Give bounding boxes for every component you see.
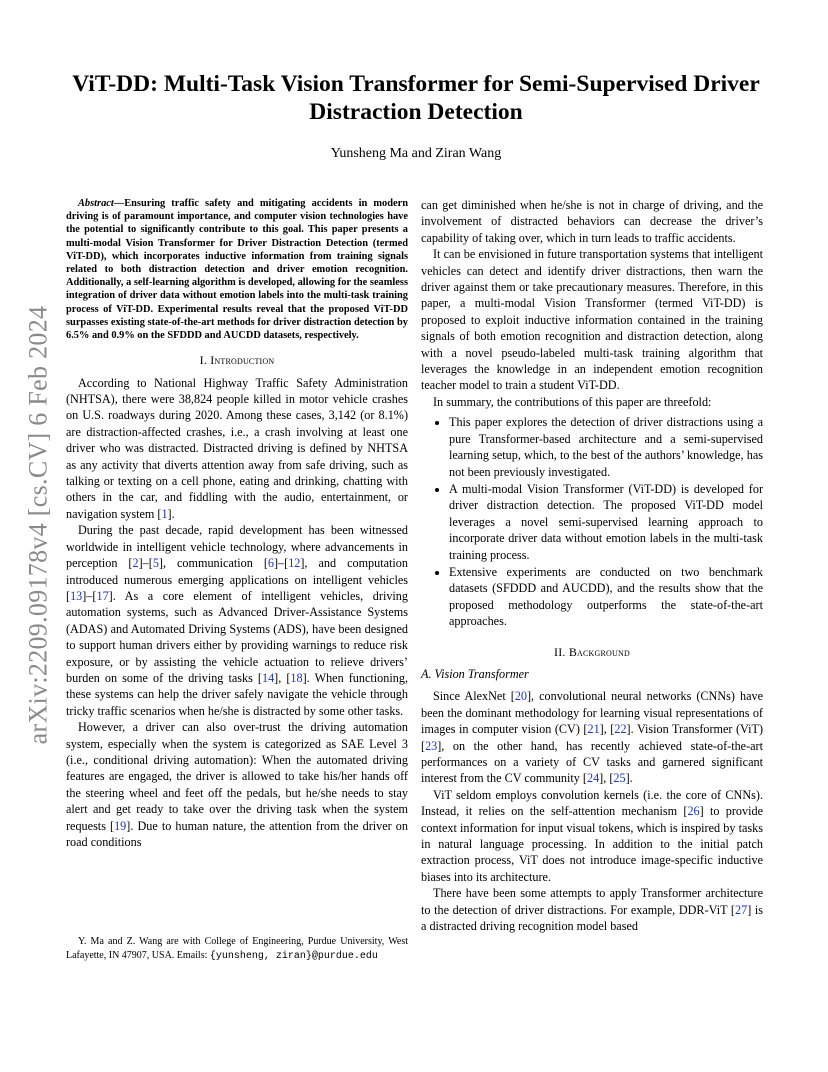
intro-paragraph-2: During the past decade, rapid development has been witnessed worldwide in intelligent vehicle technology, where advancements in perception [2]–[5], communication [6]–[12], and computation introduced numerous emerging applications on intelligent vehicles [13]–[17]. As a core element of intelligent vehicles, driving automation systems, such as Advanced Driver-Assistance Systems (ADAS) and Automated Driving Systems (ADS), have been designed to support human drivers either by providing warnings to reduce risk exposure, or by assisting the vehicle actuation to relieve drivers’ burden on some of the driving tasks [14], [18]. When functioning, these systems can help the driver safely navigate the vehicle through tricky traffic scenarios when he/she is distracted by some other tasks. [66,523,408,718]
intro-paragraph-3: However, a driver can also over-trust the driving automation system, especially when the system is categorized as SAE Level 3 (i.e., conditional driving automation): When the automated driving features are engaged, the driver is allowed to take his/her hands off the steering wheel and feet off the pedals, but he/she needs to stay alert and get ready to take over the driving task when the system requests [19]. Due to human nature, the attention from the driver on road conditions [66,720,408,850]
contribution-item: • A multi-modal Vision Transformer (ViT-DD) is developed for driver distraction detection. The proposed ViT-DD model leverages a novel semi-supervised learning approach to incorporate driver data without emotion labels in the multi-task training process. [449,481,763,563]
citation-link[interactable]: 23 [425,738,438,753]
contribution-item: • This paper explores the detection of driver distractions using a pure Transformer-based architecture and a semi-supervised learning setup, which, to the best of the authors’ knowledge, has not been previously investigated. [449,414,763,480]
citation-link[interactable]: 21 [587,722,600,737]
citation-link[interactable]: 6 [267,556,274,571]
abstract [66,197,408,342]
citation-link[interactable]: 1 [161,506,168,521]
background-paragraph-2: ViT seldom employs convolution kernels (i.e. the core of CNNs). Instead, it relies on the self-attention mechanism [26] to provide context information for input visual tokens, which is inspired by tasks in natural language processing. In addition to the initial patch extraction process, ViT does not introduce image-specific inductive biases into its architecture. [421,787,763,884]
citation-link[interactable]: 19 [114,818,127,833]
contributions-list [421,414,763,629]
abstract-text: —Ensuring traffic safety and mitigating accidents in modern driving is of paramount importance, and computer vision technologies have the potential to significantly contribute to this goal. This paper presents a multi-modal Vision Transformer for Driver Distraction Detection (termed ViT-DD), which incorporates inductive information from training signals related to both distraction detection and driver emotion recognition. Additionally, a self-learning algorithm is developed, allowing for the seamless integration of driver data without emotion labels into the multi-task training process of ViT-DD. Experimental results reveal that the proposed ViT-DD surpasses existing state-of-the-art methods for driver distraction detection by 6.5% and 0.9% on the SFDDD and AUCDD datasets, respectively. [66,198,408,342]
left-column [66,197,408,850]
footnote-emails: {yunsheng, ziran}@purdue.edu [209,950,378,962]
right-column [421,197,763,934]
citation-link[interactable]: 2 [132,556,139,571]
citation-link[interactable]: 5 [152,556,159,571]
subsection-heading-vision-transformer: A. Vision Transformer [421,666,529,681]
contribution-item: • Extensive experiments are conducted on two benchmark datasets (SFDDD and AUCDD), and the results show that the proposed methodology outperforms the state-of-the-art approaches. [449,564,763,630]
citation-link[interactable]: 13 [70,588,83,603]
citation-link[interactable]: 17 [96,588,109,603]
section-heading-background: II. Background [554,644,630,659]
citation-link[interactable]: 12 [288,556,301,571]
paper-title-line-1: ViT-DD: Multi-Task Vision Transformer for Semi-Supervised Driver [72,71,760,97]
citation-link[interactable]: 22 [614,722,627,737]
citation-link[interactable]: 26 [687,804,700,819]
intro-paragraph-1: According to National Highway Traffic Safety Administration (NHTSA), there were 38,824 people killed in motor vehicle crashes on U.S. roadways during 2020. Among these cases, 3,142 (or 8.1%) are distraction-affected crashes, i.e., a crash involving at least one driver who was distracted. Distracted driving is defined by NHTSA as any activity that diverts attention away from safe driving, such as talking or texting on a cell phone, eating and drinking, chatting with others in the car, and fiddling with the audio, entertainment, or navigation system [1]. [66,375,408,521]
arxiv-identifier-text: arXiv:2209.09178v4 [cs.CV] 6 Feb 2024 [23,305,52,745]
intro-paragraph-5: In summary, the contributions of this paper are threefold: [433,394,712,409]
citation-link[interactable]: 20 [514,689,527,704]
abstract-label: Abstract [78,198,114,209]
citation-link[interactable]: 24 [586,771,600,786]
author-footnote [66,935,408,963]
citation-link[interactable]: 14 [261,670,275,685]
citation-link[interactable]: 25 [613,771,626,786]
intro-paragraph-3-continued: can get diminished when he/she is not in charge of driving, and the involvement of distracted behaviors can decrease the driver’s capability of taking over, which in turn leads to traffic accidents. [421,198,763,245]
paper-authors: Yunsheng Ma and Ziran Wang [330,146,502,161]
section-heading-introduction: I. Introduction [199,353,275,368]
paper-title-line-2: Distraction Detection [309,99,523,125]
paper-title [66,70,766,126]
background-paragraph-3: There have been some attempts to apply Transformer architecture to the detection of driver distractions. For example, DDR-ViT [27] is a distracted driving recognition model based [421,886,764,934]
arxiv-identifier [8,295,68,755]
citation-link[interactable]: 27 [735,902,748,917]
citation-link[interactable]: 18 [290,670,303,685]
intro-paragraph-4: It can be envisioned in future transportation systems that intelligent vehicles can detect and identify driver distractions, then warn the driver against them or take precautionary measures. Therefore, in this paper, a multi-modal Vision Transformer (termed ViT-DD) is proposed to exploit inductive information contained in the training signals of both emotion recognition and distraction detection, along with a novel pseudo-labeled multi-task training algorithm that leverages the knowledge in an independent emotion recognition teacher model to train a student ViT-DD. [421,247,763,393]
footnote-text: Y. Ma and Z. Wang are with College of Engineering, Purdue University, West Lafayette, IN 47907, USA. Emails: [66,936,408,961]
background-paragraph-1: Since AlexNet [20], convolutional neural networks (CNNs) have been the dominant methodology for learning visual representations of images in computer vision (CV) [21], [22]. Vision Transformer (ViT) [23], on the other hand, has recently achieved state-of-the-art performances on a variety of CV tasks and garnered significant interest from the CV community [24], [25]. [421,689,764,786]
